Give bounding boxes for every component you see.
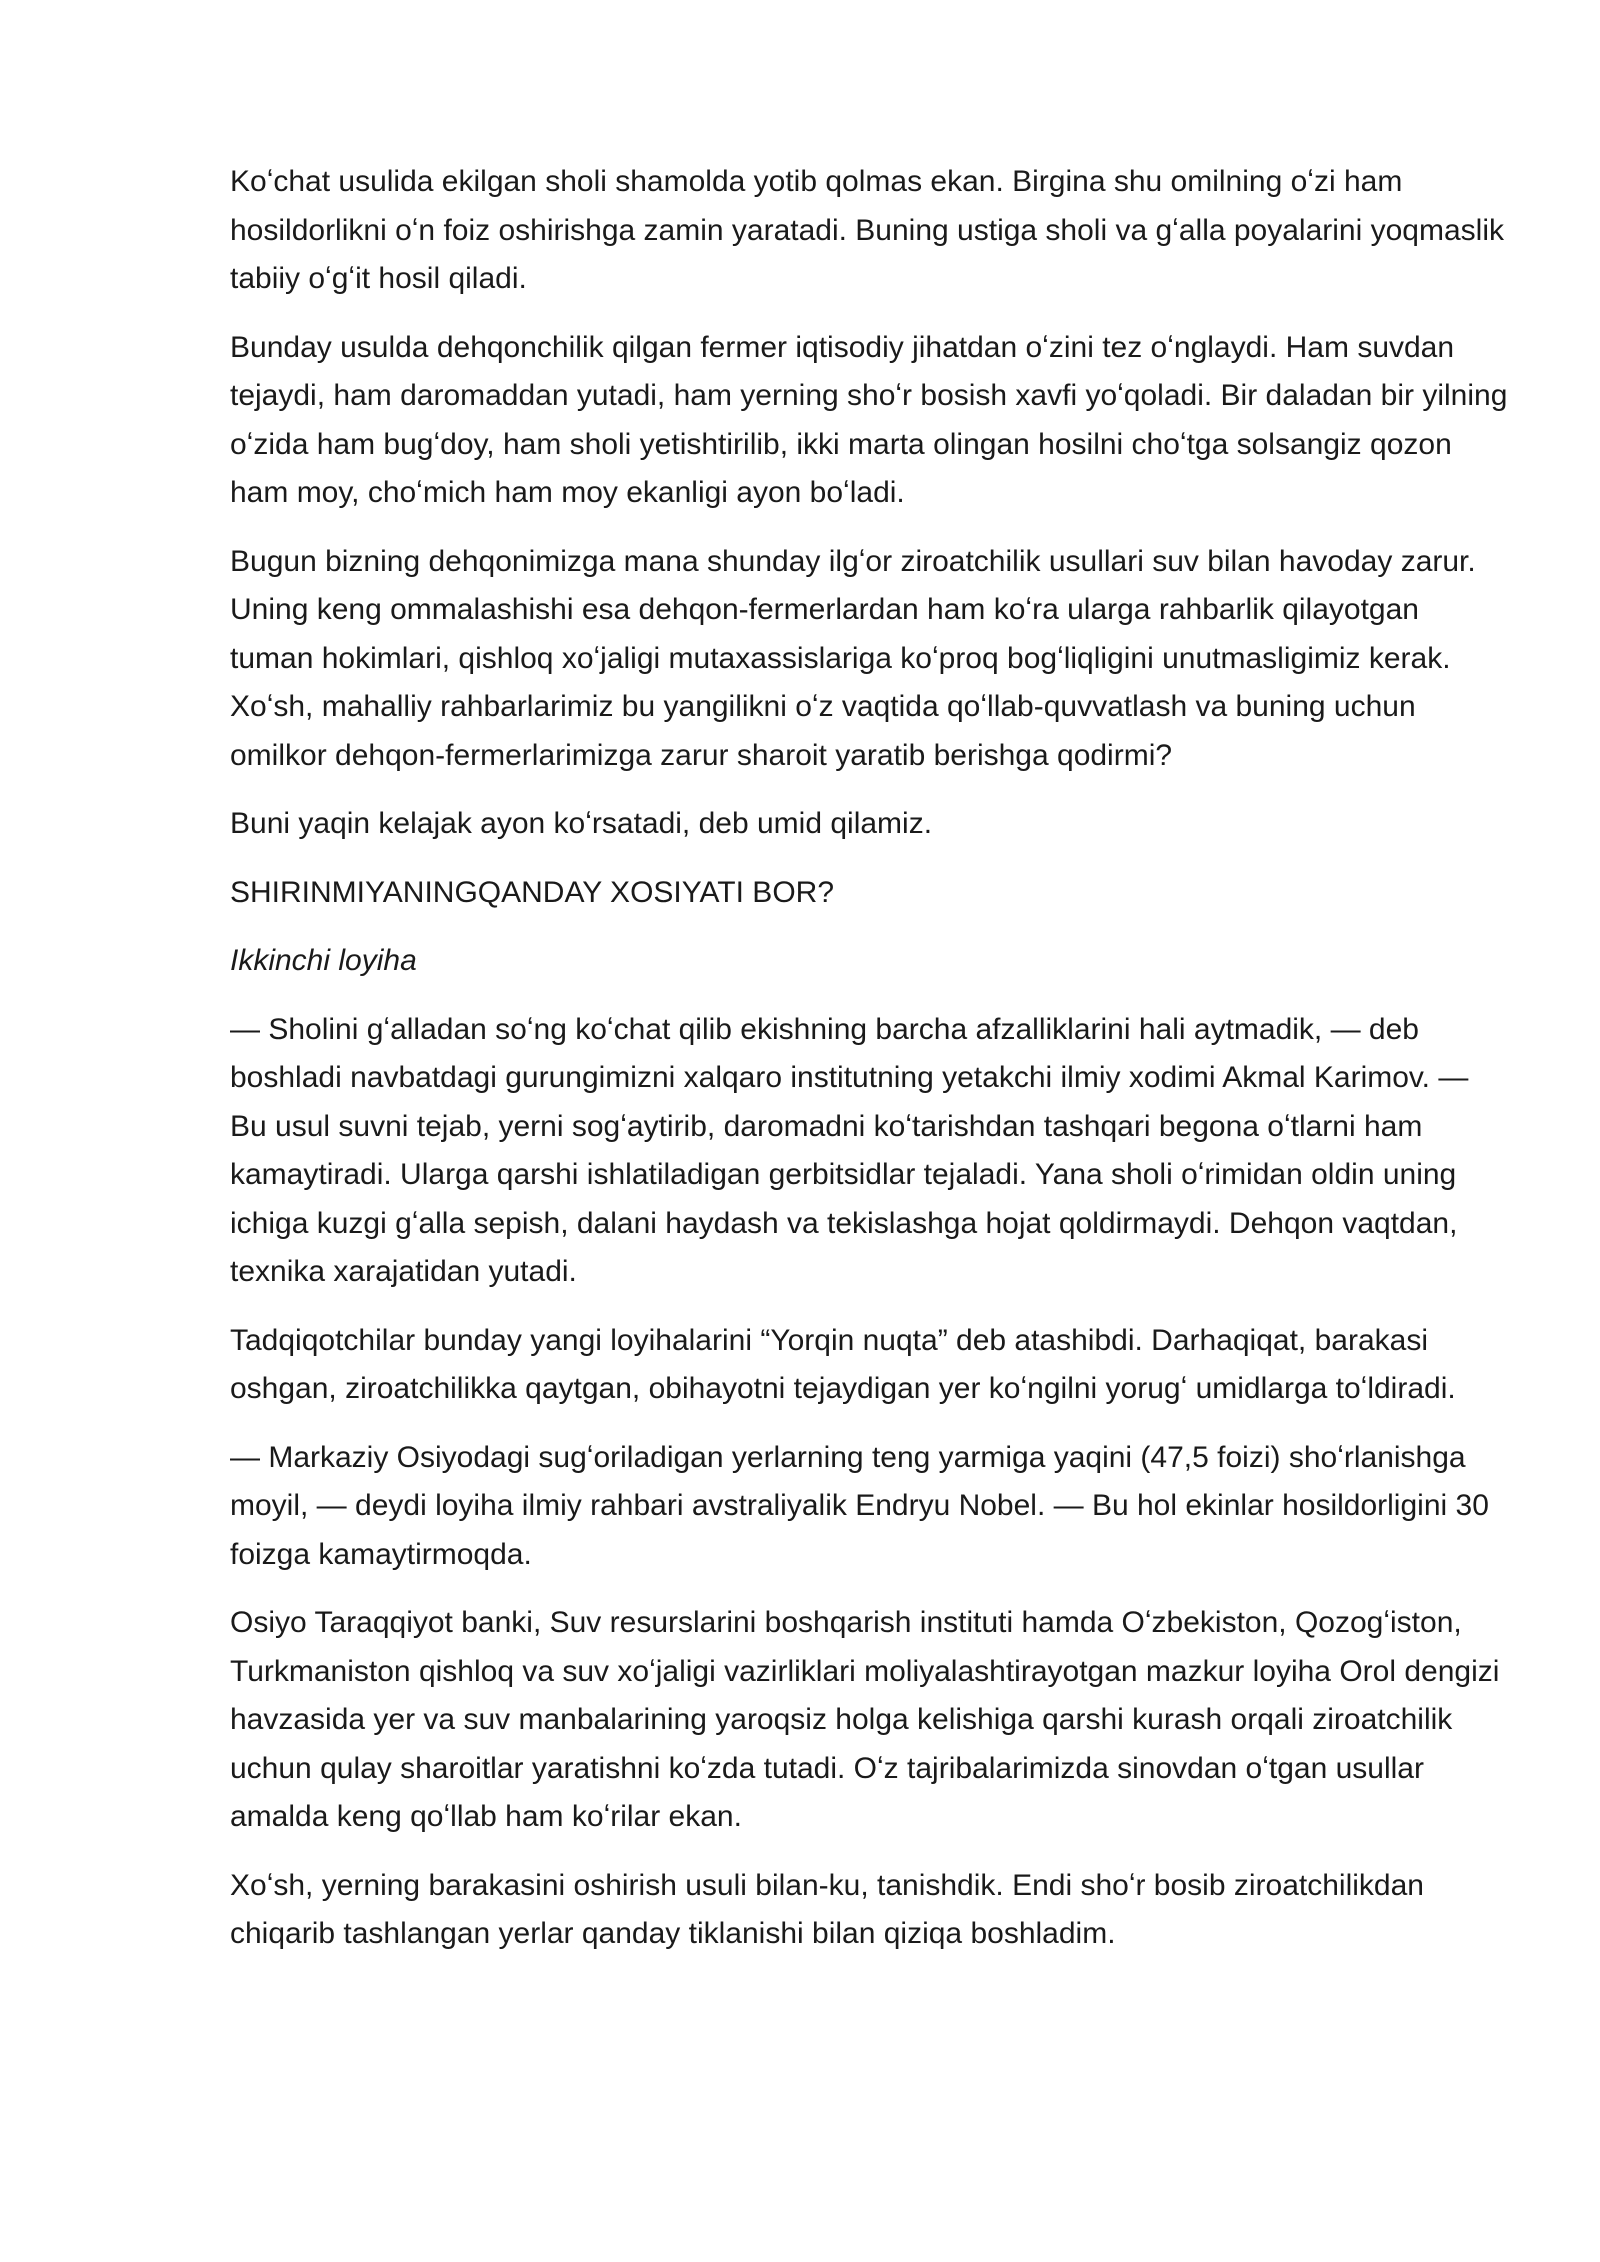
paragraph-4: Buni yaqin kelajak ayon koʻrsatadi, deb umid qilamiz.	[230, 807, 933, 840]
document-page	[230, 158, 1510, 1979]
section-heading: SHIRINMIYANINGQANDAY XOSIYATI BOR?	[230, 875, 834, 909]
paragraph-5: — Sholini gʻalladan soʻng koʻchat qilib ekishning barcha afzalliklarini hali aytmadik, — deb boshladi navbatdagi gurungimizni xalqaro institutning yetakchi ilmiy xodimi Akmal Karimov. — Bu usul suvni tejab, yerni sogʻaytirib, daromadni koʻtarishdan tashqari begona oʻtlarni ham kamaytiradi. Ularga qarshi ishlatiladigan gerbitsidlar tejaladi. Yana sholi oʻrimidan oldin uning ichiga kuzgi gʻalla sepish, dalani haydash va tekislashga hojat qoldirmaydi. Dehqon vaqtdan, texnika xarajatidan yutadi.	[230, 1012, 1469, 1288]
paragraph-3: Bugun bizning dehqonimizga mana shunday ilgʻor ziroatchilik usullari suv bilan havoday zarur. Uning keng ommalashishi esa dehqon-fermerlardan ham koʻra ularga rahbarlik qilayotgan tuman hokimlari, qishloq xoʻjaligi mutaxassislariga koʻproq bogʻliqligini unutmasligimiz kerak. Xoʻsh, mahalliy rahbarlarimiz bu yangilikni oʻz vaqtida qoʻllab-quvvatlash va buning uchun omilkor dehqon-fermerlarimizga zarur sharoit yaratib berishga qodirmi?	[230, 544, 1476, 772]
paragraph-6: Tadqiqotchilar bunday yangi loyihalarini “Yorqin nuqta” deb atashibdi. Darhaqiqat, barakasi oshgan, ziroatchilikka qaytgan, obihayotni tejaydigan yer koʻngilni yorugʻ umidlarga toʻldiradi.	[230, 1323, 1456, 1405]
paragraph-1: Koʻchat usulida ekilgan sholi shamolda yotib qolmas ekan. Birgina shu omilning oʻzi ham hosildorlikni oʻn foiz oshirishga zamin yaratadi. Buning ustiga sholi va gʻalla poyalarini yoqmaslik tabiiy oʻgʻit hosil qiladi.	[230, 165, 1504, 295]
section-subheading: Ikkinchi loyiha	[230, 944, 417, 977]
paragraph-9: Xoʻsh, yerning barakasini oshirish usuli bilan-ku, tanishdik. Endi shoʻr bosib ziroatchilikdan chiqarib tashlangan yerlar qanday tiklanishi bilan qiziqa boshladim.	[230, 1868, 1424, 1950]
paragraph-7: — Markaziy Osiyodagi sugʻoriladigan yerlarning teng yarmiga yaqini (47,5 foizi) shoʻrlanishga moyil, — deydi loyiha ilmiy rahbari avstraliyalik Endryu Nobel. — Bu hol ekinlar hosildorligini 30 foizga kamaytirmoqda.	[230, 1440, 1489, 1571]
paragraph-8: Osiyo Taraqqiyot banki, Suv resurslarini boshqarish instituti hamda Oʻzbekiston, Qozogʻiston, Turkmaniston qishloq va suv xoʻjaligi vazirliklari moliyalashtirayotgan mazkur loyiha Orol dengizi havzasida yer va suv manbalarining yaroqsiz holga kelishiga qarshi kurash orqali ziroatchilik uchun qulay sharoitlar yaratishni koʻzda tutadi. Oʻz tajribalarimizda sinovdan oʻtgan usullar amalda keng qoʻllab ham koʻrilar ekan.	[230, 1606, 1500, 1833]
paragraph-2: Bunday usulda dehqonchilik qilgan fermer iqtisodiy jihatdan oʻzini tez oʻnglaydi. Ham suvdan tejaydi, ham daromaddan yutadi, ham yerning shoʻr bosish xavfi yoʻqoladi. Bir daladan bir yilning oʻzida ham bugʻdoy, ham sholi yetishtirilib, ikki marta olingan hosilni choʻtga solsangiz qozon ham moy, choʻmich ham moy ekanligi ayon boʻladi.	[230, 330, 1508, 509]
